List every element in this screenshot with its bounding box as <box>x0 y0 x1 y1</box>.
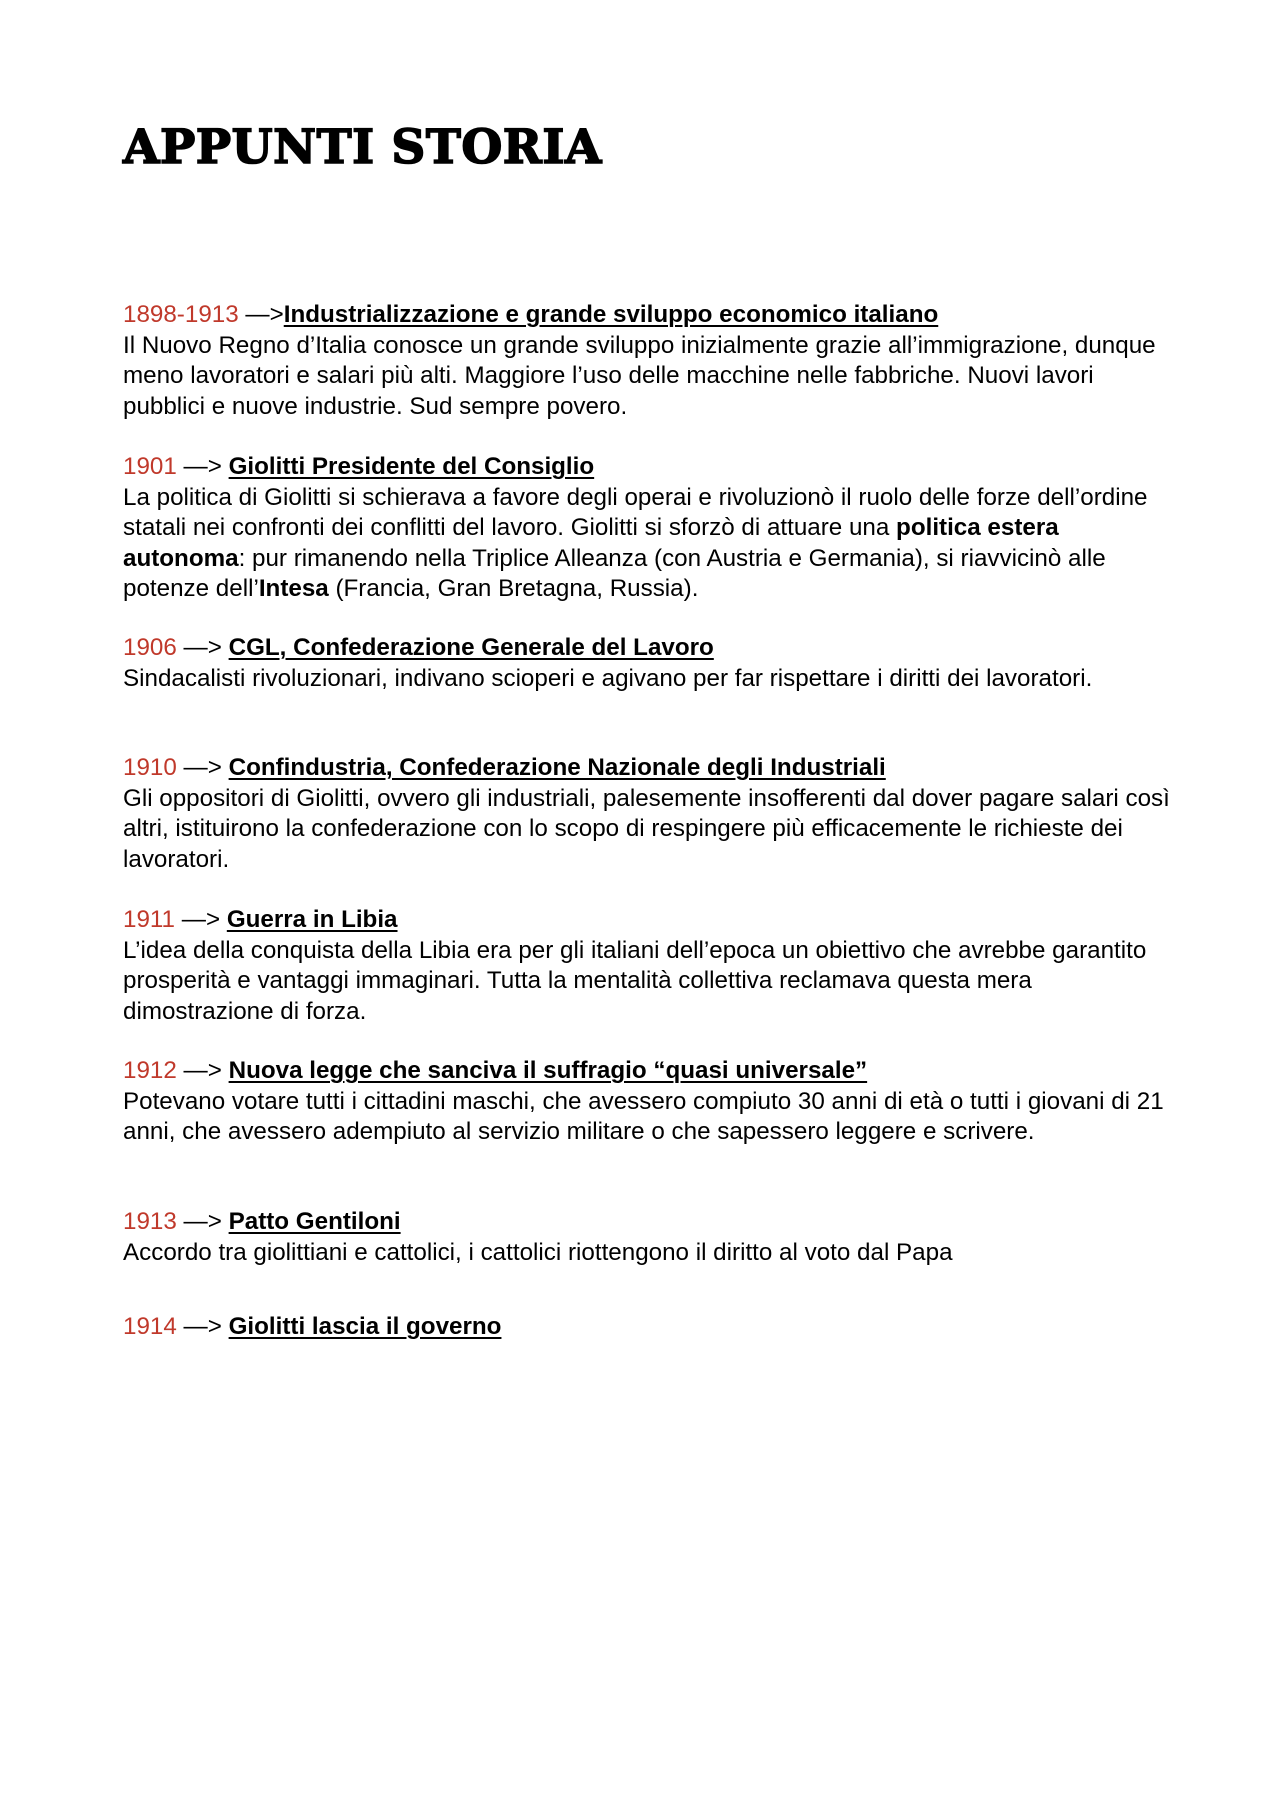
entry-year: 1911 <box>123 906 176 933</box>
arrow-icon: —> <box>183 634 222 661</box>
entry-1898-1913 <box>123 300 1173 422</box>
entry-heading-line <box>123 905 1173 936</box>
entry-1914 <box>123 1312 1173 1343</box>
entry-body: Accordo tra giolittiani e cattolici, i cattolici riottengono il diritto al voto dal Papa <box>123 1238 953 1266</box>
entry-heading-line <box>123 1207 1173 1238</box>
entry-heading: Confindustria, Confederazione Nazionale degli Industriali <box>228 754 886 781</box>
entry-heading: Nuova legge che sanciva il suffragio “quasi universale” <box>228 1057 868 1084</box>
entry-heading: Patto Gentiloni <box>228 1208 401 1235</box>
entry-year: 1906 <box>123 634 177 661</box>
entry-1901 <box>123 452 1173 605</box>
entry-heading: Giolitti Presidente del Consiglio <box>228 453 595 480</box>
arrow-icon: —> <box>245 301 284 328</box>
entry-year: 1913 <box>123 1208 177 1235</box>
entry-year: 1914 <box>123 1313 177 1340</box>
entry-year: 1912 <box>123 1057 177 1084</box>
entry-heading: CGL, Confederazione Generale del Lavoro <box>228 634 714 661</box>
entry-body: L’idea della conquista della Libia era per gli italiani dell’epoca un obiettivo che avrebbe garantito prosperità e vantaggi immaginari. Tutta la mentalità collettiva reclamava questa mera dimostrazione di forza. <box>123 936 1147 1025</box>
arrow-icon: —> <box>183 453 222 480</box>
entry-body-text: La politica di Giolitti si schierava a favore degli operai e rivoluzionò il ruolo delle forze dell’ordine statali nei confronti dei conflitti del lavoro. Giolitti si sforzò di attuare una <box>123 483 1148 541</box>
entry-body: Gli oppositori di Giolitti, ovvero gli industriali, palesemente insofferenti dal dover pagare salari così altri, istituirono la confederazione con lo scopo di respingere più efficacemente le richieste dei lavoratori. <box>123 784 1170 873</box>
entry-1911 <box>123 905 1173 1027</box>
entry-1913 <box>123 1207 1173 1268</box>
entry-body-emphasis: politica estera autonoma <box>123 514 1059 572</box>
entry-year: 1898-1913 <box>123 301 239 328</box>
entry-body: Sindacalisti rivoluzionari, indivano scioperi e agivano per far rispettare i diritti dei lavoratori. <box>123 664 1093 692</box>
arrow-icon: —> <box>181 906 221 933</box>
entry-heading-line <box>123 452 1173 483</box>
entry-heading-line <box>123 300 1173 331</box>
entry-year: 1901 <box>123 453 177 480</box>
entry-heading-line <box>123 753 1173 784</box>
entry-body-emphasis: Intesa <box>258 575 329 602</box>
arrow-icon: —> <box>183 1313 222 1340</box>
page-title: APPUNTI STORIA <box>123 120 602 175</box>
entry-1906 <box>123 633 1173 694</box>
arrow-icon: —> <box>183 754 222 781</box>
entry-heading: Giolitti lascia il governo <box>228 1313 502 1340</box>
entry-body: Potevano votare tutti i cittadini maschi, che avessero compiuto 30 anni di età o tutti i giovani di 21 anni, che avessero adempiuto al servizio militare o che sapessero leggere e scrivere. <box>123 1087 1164 1145</box>
arrow-icon: —> <box>183 1057 222 1084</box>
entry-heading-line <box>123 1312 1173 1343</box>
entry-body: Il Nuovo Regno d’Italia conosce un grande sviluppo inizialmente grazie all’immigrazione, dunque meno lavoratori e salari più alti. Maggiore l’uso delle macchine nelle fabbriche. Nuovi lavori pubblici e nuove industrie. Sud sempre povero. <box>123 331 1156 420</box>
entry-body <box>123 483 1173 605</box>
entry-heading: Industrializzazione e grande sviluppo economico italiano <box>283 301 939 328</box>
entry-year: 1910 <box>123 754 177 781</box>
entry-1912 <box>123 1056 1173 1148</box>
entry-body-text: (Francia, Gran Bretagna, Russia). <box>328 575 699 602</box>
entry-1910 <box>123 753 1173 875</box>
entry-heading-line <box>123 633 1173 664</box>
arrow-icon: —> <box>183 1208 222 1235</box>
entry-heading: Guerra in Libia <box>226 906 398 933</box>
entry-body-text: : pur rimanendo nella Triplice Alleanza (con Austria e Germania), si riavvicinò alle potenze dell’ <box>123 544 1106 602</box>
entry-heading-line <box>123 1056 1173 1087</box>
